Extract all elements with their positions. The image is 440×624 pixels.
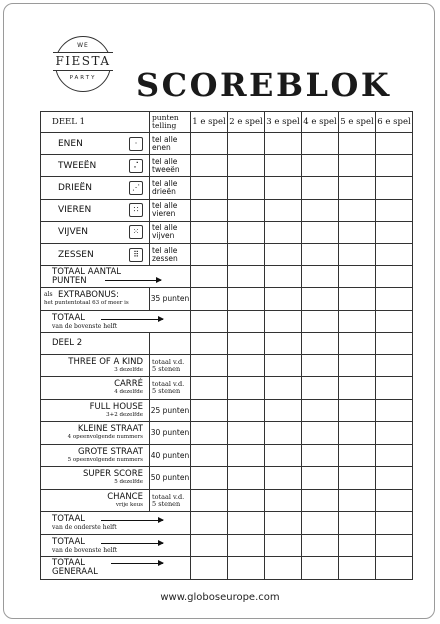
total-upper-row — [41, 310, 413, 332]
total-sublabel: van de bovenste helft — [52, 546, 118, 554]
lower-row-label: GROTE STRAAT — [78, 446, 143, 457]
upper-row — [41, 133, 413, 155]
total-points-label: TOTAAL AANTAL PUNTEN — [52, 267, 122, 287]
lower-row — [41, 377, 413, 400]
bonus-score-cell-game-1[interactable] — [191, 288, 228, 310]
upper-row-label-cell — [41, 177, 150, 199]
upper-row-label: DRIEËN — [58, 182, 92, 193]
lower-row-score-cell-game-3[interactable] — [265, 444, 302, 467]
lower-row-score-cell-game-2[interactable] — [228, 422, 265, 445]
upper-row-score-cell-game-1[interactable] — [191, 243, 228, 265]
total-label: TOTAAL GENERAAL — [52, 558, 98, 578]
lower-row-score-cell-game-1[interactable] — [191, 444, 228, 467]
lower-row-score-cell-game-5[interactable] — [339, 422, 376, 445]
total-label: TOTAAL — [52, 536, 86, 547]
header-row — [41, 112, 413, 133]
arrow-right-icon — [101, 520, 163, 521]
section-2-score-cell-game-4[interactable] — [302, 332, 339, 354]
bonus-label: EXTRABONUS: — [58, 290, 119, 301]
upper-row-label: TWEEËN — [58, 160, 97, 171]
lower-row-score-cell-game-6[interactable] — [376, 444, 413, 467]
bonus-score-cell-game-5[interactable] — [339, 288, 376, 310]
total-points-row — [41, 266, 413, 288]
lower-row-score-cell-game-6[interactable] — [376, 354, 413, 377]
bonus-condition: het puntentotaal 63 of meer is — [44, 300, 129, 307]
grand-total-score-cell-game-5[interactable] — [339, 512, 376, 535]
upper-row-rule: tel alle vieren — [150, 199, 191, 221]
lower-row-score-cell-game-2[interactable] — [228, 467, 265, 490]
lower-row-sublabel: 3 dezelfde — [114, 366, 143, 373]
lower-row-score-cell-game-4[interactable] — [302, 399, 339, 422]
die-face-icon: ⠿ — [129, 248, 143, 262]
bonus-score-cell-game-3[interactable] — [265, 288, 302, 310]
total-upper-label-cell — [41, 310, 191, 332]
total-label-cell — [41, 557, 191, 580]
upper-row-score-cell-game-5[interactable] — [339, 177, 376, 199]
upper-row-score-cell-game-6[interactable] — [376, 199, 413, 221]
lower-row-sublabel: 4 opeenvolgende nummers — [67, 434, 143, 441]
upper-row-label: VIJVEN — [58, 227, 89, 238]
grand-total-row — [41, 534, 413, 557]
bonus-prefix: als — [44, 291, 53, 299]
lower-row — [41, 444, 413, 467]
lower-row — [41, 489, 413, 512]
section-2-score-cell-game-1[interactable] — [191, 332, 228, 354]
lower-row-label-cell — [41, 444, 150, 467]
lower-row-score-cell-game-4[interactable] — [302, 467, 339, 490]
lower-row-rule: 30 punten — [150, 422, 191, 445]
total-label-cell — [41, 512, 191, 535]
lower-row-score-cell-game-4[interactable] — [302, 422, 339, 445]
lower-row-label-cell — [41, 377, 150, 400]
lower-row-score-cell-game-5[interactable] — [339, 444, 376, 467]
upper-row-score-cell-game-4[interactable] — [302, 155, 339, 177]
arrow-right-icon — [101, 543, 163, 544]
die-face-icon: ⁙ — [129, 225, 143, 239]
total-upper-score-cell-game-2[interactable] — [228, 310, 265, 332]
upper-row-score-cell-game-1[interactable] — [191, 133, 228, 155]
total-upper-score-cell-game-4[interactable] — [302, 310, 339, 332]
lower-row-score-cell-game-2[interactable] — [228, 354, 265, 377]
total-label: TOTAAL — [52, 514, 86, 525]
lower-row-score-cell-game-3[interactable] — [265, 467, 302, 490]
lower-row-score-cell-game-6[interactable] — [376, 489, 413, 512]
bonus-score-cell-game-6[interactable] — [376, 288, 413, 310]
upper-row — [41, 177, 413, 199]
grand-total-score-cell-game-3[interactable] — [265, 557, 302, 580]
lower-row-label: CARRÉ — [114, 379, 143, 390]
lower-row-score-cell-game-3[interactable] — [265, 354, 302, 377]
upper-row-score-cell-game-3[interactable] — [265, 177, 302, 199]
lower-row-score-cell-game-4[interactable] — [302, 444, 339, 467]
total-upper-score-cell-game-6[interactable] — [376, 310, 413, 332]
logo-top-text: WE — [77, 42, 89, 49]
upper-row-label: ZESSEN — [58, 249, 94, 260]
lower-row-score-cell-game-4[interactable] — [302, 377, 339, 400]
logo-bottom-text: PARTY — [69, 75, 97, 81]
total-upper-sublabel: van de bovenste helft — [52, 322, 118, 330]
lower-row-rule: 50 punten — [150, 467, 191, 490]
upper-row — [41, 221, 413, 243]
logo-main-text: FIESTA — [53, 52, 113, 71]
total-label-cell — [41, 534, 191, 557]
upper-row-rule: tel alle drieën — [150, 177, 191, 199]
lower-row-score-cell-game-3[interactable] — [265, 422, 302, 445]
section-2-score-cell-game-6[interactable] — [376, 332, 413, 354]
upper-row-label-cell — [41, 199, 150, 221]
lower-row-score-cell-game-4[interactable] — [302, 489, 339, 512]
upper-row-label-cell — [41, 221, 150, 243]
lower-row-rule: totaal v.d. 5 stenen — [150, 354, 191, 377]
grand-total-score-cell-game-3[interactable] — [265, 512, 302, 535]
lower-row-score-cell-game-3[interactable] — [265, 377, 302, 400]
lower-row-score-cell-game-2[interactable] — [228, 444, 265, 467]
lower-row-score-cell-game-1[interactable] — [191, 489, 228, 512]
bonus-score-cell-game-4[interactable] — [302, 288, 339, 310]
upper-row-score-cell-game-1[interactable] — [191, 177, 228, 199]
lower-row-score-cell-game-6[interactable] — [376, 467, 413, 490]
lower-row-label: THREE OF A KIND — [68, 356, 143, 367]
bonus-label-cell — [41, 288, 150, 310]
upper-row-rule: tel alle tweeën — [150, 155, 191, 177]
lower-row-score-cell-game-5[interactable] — [339, 399, 376, 422]
grand-total-score-cell-game-4[interactable] — [302, 512, 339, 535]
lower-row-score-cell-game-5[interactable] — [339, 354, 376, 377]
total-upper-score-cell-game-3[interactable] — [265, 310, 302, 332]
upper-row-score-cell-game-5[interactable] — [339, 243, 376, 265]
upper-row-score-cell-game-6[interactable] — [376, 177, 413, 199]
upper-row-rule: tel alle zessen — [150, 243, 191, 265]
upper-row-score-cell-game-4[interactable] — [302, 199, 339, 221]
lower-row-score-cell-game-1[interactable] — [191, 377, 228, 400]
lower-row-sublabel: 4 dezelfde — [114, 389, 143, 396]
upper-row-score-cell-game-2[interactable] — [228, 221, 265, 243]
lower-row-label: KLEINE STRAAT — [77, 424, 143, 435]
lower-row-score-cell-game-4[interactable] — [302, 354, 339, 377]
grand-total-score-cell-game-2[interactable] — [228, 557, 265, 580]
lower-row-score-cell-game-2[interactable] — [228, 377, 265, 400]
lower-row-rule: totaal v.d. 5 stenen — [150, 377, 191, 400]
arrow-right-icon — [101, 319, 163, 320]
lower-row-label: SUPER SCORE — [82, 469, 143, 480]
game-2-heading: 2 e spel — [228, 112, 265, 133]
upper-row-score-cell-game-2[interactable] — [228, 133, 265, 155]
upper-row — [41, 243, 413, 265]
game-3-heading: 3 e spel — [265, 112, 302, 133]
lower-row-sublabel: vrije keus — [115, 501, 143, 508]
grand-total-score-cell-game-1[interactable] — [191, 557, 228, 580]
upper-row-score-cell-game-1[interactable] — [191, 199, 228, 221]
upper-row-score-cell-game-3[interactable] — [265, 221, 302, 243]
die-face-icon: ∷ — [129, 203, 143, 217]
score-table — [40, 111, 413, 580]
bonus-points: 35 punten — [150, 288, 191, 310]
grand-total-score-cell-game-4[interactable] — [302, 557, 339, 580]
grand-total-score-cell-game-6[interactable] — [376, 512, 413, 535]
upper-row-score-cell-game-6[interactable] — [376, 155, 413, 177]
lower-row-score-cell-game-1[interactable] — [191, 422, 228, 445]
lower-row-score-cell-game-3[interactable] — [265, 489, 302, 512]
lower-row-label-cell — [41, 422, 150, 445]
lower-row — [41, 399, 413, 422]
grand-total-score-cell-game-6[interactable] — [376, 557, 413, 580]
grand-total-row — [41, 512, 413, 535]
lower-row — [41, 422, 413, 445]
grand-total-score-cell-game-1[interactable] — [191, 534, 228, 557]
upper-row-score-cell-game-4[interactable] — [302, 243, 339, 265]
game-4-heading: 4 e spel — [302, 112, 339, 133]
upper-row-score-cell-game-1[interactable] — [191, 221, 228, 243]
lower-row-rule: 40 punten — [150, 444, 191, 467]
grand-total-score-cell-game-2[interactable] — [228, 534, 265, 557]
total-upper-label: TOTAAL — [52, 312, 86, 323]
lower-row — [41, 354, 413, 377]
upper-row-score-cell-game-3[interactable] — [265, 199, 302, 221]
grand-total-score-cell-game-6[interactable] — [376, 534, 413, 557]
lower-row-score-cell-game-1[interactable] — [191, 354, 228, 377]
grand-total-score-cell-game-5[interactable] — [339, 557, 376, 580]
bonus-row — [41, 288, 413, 310]
upper-row-score-cell-game-5[interactable] — [339, 155, 376, 177]
game-5-heading: 5 e spel — [339, 112, 376, 133]
upper-row-score-cell-game-2[interactable] — [228, 177, 265, 199]
upper-row-label: VIEREN — [58, 205, 92, 216]
bonus-score-cell-game-2[interactable] — [228, 288, 265, 310]
die-face-icon: ⋰ — [129, 181, 143, 195]
page-title: SCOREBLOK — [136, 66, 392, 104]
grand-total-score-cell-game-2[interactable] — [228, 512, 265, 535]
upper-row-score-cell-game-6[interactable] — [376, 221, 413, 243]
lower-row-score-cell-game-6[interactable] — [376, 422, 413, 445]
upper-row-score-cell-game-5[interactable] — [339, 133, 376, 155]
upper-row-score-cell-game-4[interactable] — [302, 221, 339, 243]
lower-row-label-cell — [41, 467, 150, 490]
lower-row-score-cell-game-1[interactable] — [191, 467, 228, 490]
lower-row-score-cell-game-2[interactable] — [228, 399, 265, 422]
arrow-right-icon — [111, 563, 163, 564]
lower-row-label-cell — [41, 489, 150, 512]
die-face-icon: · — [129, 137, 143, 151]
footer-url[interactable]: www.globoseurope.com — [160, 592, 280, 603]
grand-total-score-cell-game-4[interactable] — [302, 534, 339, 557]
upper-row-score-cell-game-2[interactable] — [228, 243, 265, 265]
total-points-score-cell-game-2[interactable] — [228, 266, 265, 288]
upper-row-label-cell — [41, 133, 150, 155]
total-points-score-cell-game-6[interactable] — [376, 266, 413, 288]
upper-row-label: ENEN — [58, 138, 83, 149]
upper-row — [41, 199, 413, 221]
game-6-heading: 6 e spel — [376, 112, 413, 133]
upper-row-label-cell — [41, 155, 150, 177]
lower-row-rule: totaal v.d. 5 stenen — [150, 489, 191, 512]
grand-total-row — [41, 557, 413, 580]
section-2-score-cell-game-3[interactable] — [265, 332, 302, 354]
upper-row-score-cell-game-6[interactable] — [376, 133, 413, 155]
total-points-label-cell — [41, 266, 191, 288]
lower-row-score-cell-game-6[interactable] — [376, 399, 413, 422]
section-1-heading: DEEL 1 — [41, 112, 150, 133]
upper-row-rule: tel alle vijven — [150, 221, 191, 243]
grand-total-score-cell-game-5[interactable] — [339, 534, 376, 557]
section-2-row — [41, 332, 413, 354]
section-2-points-cell — [150, 332, 191, 354]
grand-total-score-cell-game-1[interactable] — [191, 512, 228, 535]
upper-row-score-cell-game-5[interactable] — [339, 199, 376, 221]
upper-row-score-cell-game-5[interactable] — [339, 221, 376, 243]
lower-row-sublabel: 3+2 dezelfde — [106, 411, 143, 418]
upper-row-rule: tel alle enen — [150, 133, 191, 155]
we-fiesta-logo — [55, 36, 111, 92]
total-points-score-cell-game-5[interactable] — [339, 266, 376, 288]
section-2-score-cell-game-2[interactable] — [228, 332, 265, 354]
total-points-score-cell-game-1[interactable] — [191, 266, 228, 288]
lower-row-score-cell-game-5[interactable] — [339, 489, 376, 512]
points-column-heading: punten telling — [150, 112, 191, 133]
total-sublabel: van de onderste helft — [52, 524, 117, 532]
lower-row-label: FULL HOUSE — [89, 401, 143, 412]
upper-row-score-cell-game-4[interactable] — [302, 133, 339, 155]
upper-row-score-cell-game-3[interactable] — [265, 243, 302, 265]
upper-row-score-cell-game-6[interactable] — [376, 243, 413, 265]
lower-row-label-cell — [41, 399, 150, 422]
upper-row-score-cell-game-2[interactable] — [228, 199, 265, 221]
upper-row-score-cell-game-1[interactable] — [191, 155, 228, 177]
lower-row-rule: 25 punten — [150, 399, 191, 422]
die-face-icon: ⠌ — [129, 159, 143, 173]
lower-row-score-cell-game-2[interactable] — [228, 489, 265, 512]
lower-row — [41, 467, 413, 490]
lower-row-score-cell-game-3[interactable] — [265, 399, 302, 422]
arrow-right-icon — [105, 280, 161, 281]
lower-row-sublabel: 5 dezelfde — [114, 479, 143, 486]
lower-row-sublabel: 5 opeenvolgende nummers — [67, 456, 143, 463]
upper-row-score-cell-game-3[interactable] — [265, 155, 302, 177]
total-points-score-cell-game-3[interactable] — [265, 266, 302, 288]
upper-row-score-cell-game-2[interactable] — [228, 155, 265, 177]
lower-row-score-cell-game-5[interactable] — [339, 377, 376, 400]
lower-row-score-cell-game-6[interactable] — [376, 377, 413, 400]
lower-row-label-cell — [41, 354, 150, 377]
section-2-score-cell-game-5[interactable] — [339, 332, 376, 354]
lower-row-label: CHANCE — [107, 491, 143, 502]
grand-total-score-cell-game-3[interactable] — [265, 534, 302, 557]
lower-row-score-cell-game-1[interactable] — [191, 399, 228, 422]
total-upper-score-cell-game-1[interactable] — [191, 310, 228, 332]
lower-row-score-cell-game-5[interactable] — [339, 467, 376, 490]
upper-row-score-cell-game-3[interactable] — [265, 133, 302, 155]
upper-row — [41, 155, 413, 177]
game-1-heading: 1 e spel — [191, 112, 228, 133]
upper-row-score-cell-game-4[interactable] — [302, 177, 339, 199]
total-points-score-cell-game-4[interactable] — [302, 266, 339, 288]
total-upper-score-cell-game-5[interactable] — [339, 310, 376, 332]
section-2-heading: DEEL 2 — [41, 332, 150, 354]
upper-row-label-cell — [41, 243, 150, 265]
